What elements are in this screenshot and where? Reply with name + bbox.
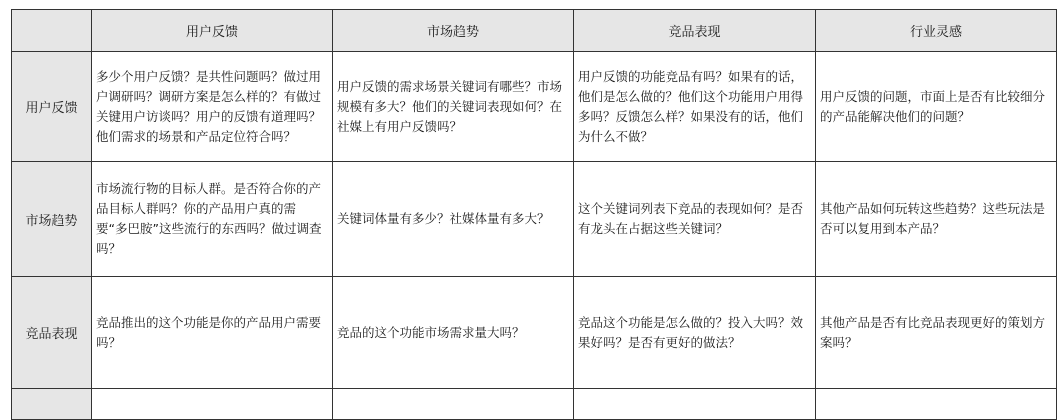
table-cell: 其他产品是否有比竞品表现更好的策划方案吗？ [816,277,1057,389]
row-header-competitor-performance: 竞品表现 [12,277,92,389]
row-header-market-trend: 市场趋势 [12,162,92,277]
table-cell: 其他产品如何玩转这些趋势？这些玩法是否可以复用到本产品？ [816,162,1057,277]
row-header-user-feedback: 用户反馈 [12,52,92,162]
corner-cell [12,10,92,52]
table-cell [333,389,574,420]
table-cell: 竞品推出的这个功能是你的产品用户需要吗？ [92,277,333,389]
table-cell: 用户反馈的需求场景关键词有哪些？市场规模有多大？他们的关键词表现如何？在社媒上有用户反馈吗？ [333,52,574,162]
header-row [12,10,1057,52]
table-cell: 竞品的这个功能市场需求量大吗？ [333,277,574,389]
table-row [12,52,1057,162]
table-cell [816,389,1057,420]
column-header-competitor-performance: 竞品表现 [574,10,816,52]
table-cell: 多少个用户反馈？是共性问题吗？做过用户调研吗？调研方案是怎么样的？有做过关键用户访谈吗？用户的反馈有道理吗？他们需求的场景和产品定位符合吗？ [92,52,333,162]
table-row [12,277,1057,389]
table-cell: 这个关键词列表下竞品的表现如何？是否有龙头在占据这些关键词？ [574,162,816,277]
table-cell: 关键词体量有多少？社媒体量有多大？ [333,162,574,277]
column-header-user-feedback: 用户反馈 [92,10,333,52]
table-cell [574,389,816,420]
decision-matrix-table [11,9,1057,420]
column-header-market-trend: 市场趋势 [333,10,574,52]
table-row [12,389,1057,420]
table-cell [92,389,333,420]
row-header-empty [12,389,92,420]
table-row [12,162,1057,277]
table-cell: 用户反馈的功能竞品有吗？如果有的话，他们是怎么做的？他们这个功能用户用得多吗？反馈怎么样？如果没有的话，他们为什么不做？ [574,52,816,162]
table-cell: 市场流行物的目标人群。是否符合你的产品目标人群吗？你的产品用户真的需要“多巴胺”这些流行的东西吗？做过调查吗？ [92,162,333,277]
table-cell: 用户反馈的问题，市面上是否有比较细分的产品能解决他们的问题？ [816,52,1057,162]
table-cell: 竞品这个功能是怎么做的？投入大吗？效果好吗？是否有更好的做法？ [574,277,816,389]
column-header-industry-inspiration: 行业灵感 [816,10,1057,52]
